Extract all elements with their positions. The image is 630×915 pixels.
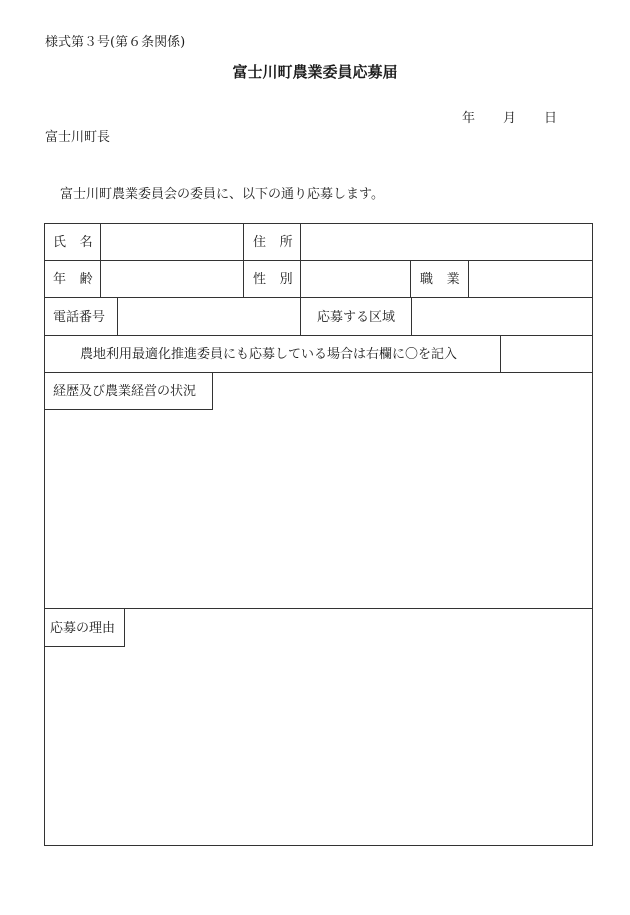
application-statement: 富士川町農業委員会の委員に、以下の通り応募します。: [60, 187, 384, 202]
row-divider: [44, 608, 593, 609]
promotion-committee-note: 農地利用最適化推進委員にも応募している場合は右欄に〇を記入: [80, 347, 458, 362]
column-divider: [300, 297, 301, 335]
page-title: 富士川町農業委員応募届: [232, 63, 398, 81]
address-label: 住所: [253, 235, 307, 250]
phone-field[interactable]: [118, 298, 300, 335]
region-label: 応募する区域: [317, 310, 396, 325]
age-label: 年齢: [53, 272, 107, 287]
addressee: 富士川町長: [45, 130, 111, 145]
occupation-field[interactable]: [469, 261, 592, 297]
column-divider: [243, 223, 244, 297]
career-field[interactable]: [45, 411, 592, 608]
date-day-label: 日: [544, 111, 558, 126]
column-divider: [410, 260, 411, 297]
occupation-label: 職業: [420, 272, 474, 287]
form-number: 様式第３号(第６条関係): [45, 35, 186, 50]
name-label: 氏名: [53, 235, 107, 250]
reason-field[interactable]: [45, 648, 592, 845]
reason-label: 応募の理由: [50, 621, 116, 636]
phone-label: 電話番号: [53, 310, 106, 325]
date-year-label: 年: [462, 111, 476, 126]
promotion-committee-mark-field[interactable]: [501, 336, 592, 372]
name-field[interactable]: [101, 224, 243, 260]
region-field[interactable]: [412, 298, 592, 335]
address-field[interactable]: [301, 224, 592, 260]
date-month-label: 月: [503, 111, 517, 126]
age-field[interactable]: [101, 261, 243, 297]
career-label: 経歴及び農業経営の状況: [53, 384, 197, 399]
gender-field[interactable]: [301, 261, 410, 297]
gender-label: 性別: [253, 272, 307, 287]
